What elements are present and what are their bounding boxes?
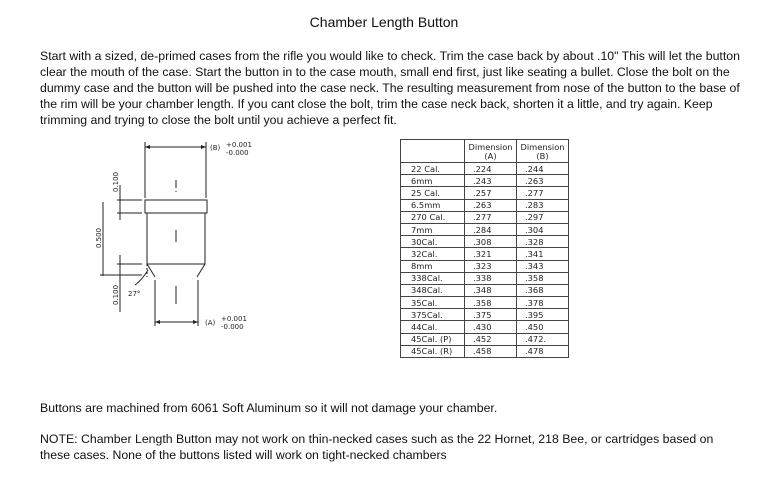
caliber-cell: 45Cal. (R) bbox=[401, 345, 465, 357]
caliber-cell: 338Cal. bbox=[401, 272, 465, 284]
header-dimension-a bbox=[465, 140, 517, 163]
dimension-top-label: 0.100 bbox=[112, 171, 120, 192]
table-row bbox=[401, 187, 569, 199]
dimension-b-cell: .297 bbox=[517, 211, 569, 223]
tolerance-plus-b: +0.001 bbox=[226, 141, 252, 149]
material-note: Buttons are machined from 6061 Soft Aluminum so it will not damage your chamber. bbox=[40, 401, 498, 415]
caliber-cell: 30Cal. bbox=[401, 236, 465, 248]
header-a-line1: Dimension bbox=[468, 141, 513, 152]
dimension-a-cell: .338 bbox=[465, 272, 517, 284]
table-row bbox=[401, 236, 569, 248]
dimension-a-cell: .308 bbox=[465, 236, 517, 248]
table-header-row bbox=[401, 140, 569, 163]
caliber-cell: 348Cal. bbox=[401, 284, 465, 296]
table-row bbox=[401, 175, 569, 187]
compatibility-note: NOTE: Chamber Length Button may not work on thin-necked cases such as the 22 Hornet, 218 Bee, or cartridges based on these cases. None of the buttons listed will work on tight-necked chambers bbox=[40, 432, 714, 462]
header-b-line2: (B) bbox=[536, 150, 549, 161]
table-row bbox=[401, 272, 569, 284]
table-row bbox=[401, 223, 569, 235]
button-drawing bbox=[80, 140, 270, 340]
caliber-cell: 7mm bbox=[401, 223, 465, 235]
dimension-b-cell: .478 bbox=[517, 345, 569, 357]
dimension-a-cell: .348 bbox=[465, 284, 517, 296]
caliber-cell: 375Cal. bbox=[401, 309, 465, 321]
table-row bbox=[401, 211, 569, 223]
caliber-cell: 270 Cal. bbox=[401, 211, 465, 223]
table-row bbox=[401, 260, 569, 272]
dimension-b-cell: .341 bbox=[517, 248, 569, 260]
caliber-cell: 32Cal. bbox=[401, 248, 465, 260]
dimension-b-cell: .358 bbox=[517, 272, 569, 284]
dimension-b-cell: .378 bbox=[517, 297, 569, 309]
table-row bbox=[401, 345, 569, 357]
dimension-a-cell: .458 bbox=[465, 345, 517, 357]
header-dimension-b bbox=[517, 140, 569, 163]
dimension-b-cell: .263 bbox=[517, 175, 569, 187]
tolerance-plus-a: +0.001 bbox=[221, 315, 247, 323]
dimension-a-cell: .430 bbox=[465, 321, 517, 333]
caliber-cell: 22 Cal. bbox=[401, 163, 465, 175]
dimension-table bbox=[400, 139, 569, 358]
dimension-a-cell: .224 bbox=[465, 163, 517, 175]
tolerance-minus-a: -0.000 bbox=[221, 323, 244, 331]
dimension-a-cell: .263 bbox=[465, 199, 517, 211]
page-title: Chamber Length Button bbox=[309, 14, 459, 30]
table-row bbox=[401, 321, 569, 333]
dimension-b-cell: .283 bbox=[517, 199, 569, 211]
dimension-b-cell: .328 bbox=[517, 236, 569, 248]
dimension-a-cell: .257 bbox=[465, 187, 517, 199]
dimension-b-cell: .244 bbox=[517, 163, 569, 175]
table-row bbox=[401, 333, 569, 345]
instructions-paragraph: Start with a sized, de-primed cases from the rifle you would like to check. Trim the case back by about .10" This will let the button clear the mouth of the case. Start the button in to the case mouth, small end first, just like seating a bullet. Close the bolt on the dummy case and the button will be pushed into the case neck. The resulting measurement from nose of the button to the base of the rim will be your chamber length. If you cant close the bolt, trim the case neck back, shorten it a little, and try again. Keep trimming and trying to close the bolt until you achieve a perfect fit. bbox=[40, 49, 740, 127]
dimension-a-cell: .375 bbox=[465, 309, 517, 321]
dimension-a-label: (A) bbox=[205, 319, 216, 327]
table-row bbox=[401, 297, 569, 309]
table-row bbox=[401, 248, 569, 260]
dimension-bottom-label: 0.100 bbox=[112, 284, 120, 305]
tolerance-minus-b: -0.000 bbox=[226, 149, 249, 157]
dimension-b-cell: .472. bbox=[517, 333, 569, 345]
dimension-a-cell: .243 bbox=[465, 175, 517, 187]
caliber-cell: 6mm bbox=[401, 175, 465, 187]
dimension-b-cell: .277 bbox=[517, 187, 569, 199]
dimension-b-cell: .304 bbox=[517, 223, 569, 235]
dimension-a-cell: .323 bbox=[465, 260, 517, 272]
table-row bbox=[401, 284, 569, 296]
dimension-b-cell: .343 bbox=[517, 260, 569, 272]
caliber-cell: 35Cal. bbox=[401, 297, 465, 309]
button-head bbox=[145, 200, 207, 213]
dimension-mid-label: 0.500 bbox=[95, 227, 103, 248]
table-row bbox=[401, 309, 569, 321]
header-a-line2: (A) bbox=[484, 150, 497, 161]
dimension-a-cell: .284 bbox=[465, 223, 517, 235]
dimension-b-cell: .368 bbox=[517, 284, 569, 296]
table-row bbox=[401, 199, 569, 211]
dimension-b-cell: .450 bbox=[517, 321, 569, 333]
dimension-a-cell: .277 bbox=[465, 211, 517, 223]
caliber-cell: 45Cal. (P) bbox=[401, 333, 465, 345]
dimension-a-cell: .321 bbox=[465, 248, 517, 260]
table-row bbox=[401, 163, 569, 175]
dimension-a-cell: .452 bbox=[465, 333, 517, 345]
dimension-b-label: (B) bbox=[210, 144, 221, 152]
caliber-cell: 44Cal. bbox=[401, 321, 465, 333]
dimension-b-cell: .395 bbox=[517, 309, 569, 321]
caliber-cell: 8mm bbox=[401, 260, 465, 272]
caliber-cell: 25 Cal. bbox=[401, 187, 465, 199]
angle-label: 27° bbox=[128, 290, 141, 298]
header-b-line1: Dimension bbox=[520, 141, 565, 152]
dimension-a-cell: .358 bbox=[465, 297, 517, 309]
header-caliber bbox=[401, 140, 465, 163]
caliber-cell: 6.5mm bbox=[401, 199, 465, 211]
